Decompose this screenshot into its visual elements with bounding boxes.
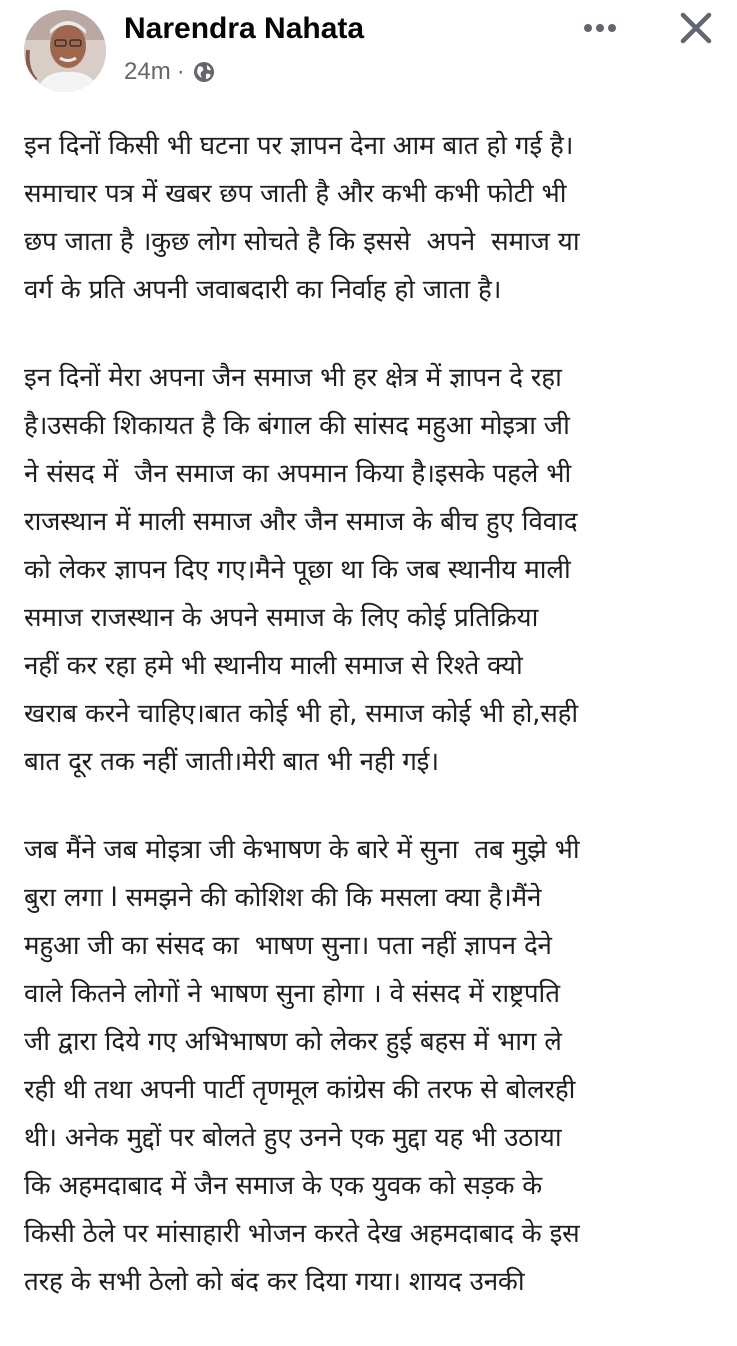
author-name[interactable]: Narendra Nahata — [124, 12, 365, 45]
post-header — [0, 0, 737, 100]
close-icon[interactable] — [676, 8, 716, 48]
more-options-icon[interactable] — [580, 16, 620, 40]
post-paragraph: जब मैंने जब मोइत्रा जी केभाषण के बारे में सुना तब मुझे भी बुरा लगा l समझने की कोशिश की कि मसला क्या है।मैंने महुआ जी का संसद का भाषण सुना। पता नहीं ज्ञापन देने वाले कितने लोगों ने भाषण सुना होगा । वे संसद में राष्ट्रपति जी द्वारा दिये गए अभिभाषण को लेकर हुई बहस में भाग ले रही थी तथा अपनी पार्टी तृणमूल कांग्रेस की तरफ से बोलरही थी। अनेक मुद्दों पर बोलते हुए उनने एक मुद्दा यह भी उठाया कि अहमदाबाद में जैन समाज के एक युवक को सड़क के किसी ठेले पर मांसाहारी भोजन करते देख अहमदाबाद के इस तरह के सभी ठेलो को बंद कर दिया गया। शायद उनकी — [24, 835, 580, 1297]
globe-icon[interactable] — [192, 60, 216, 84]
post-meta — [124, 57, 216, 87]
post-paragraph: इन दिनों किसी भी घटना पर ज्ञापन देना आम बात हो गई है। समाचार पत्र में खबर छप जाती है और कभी कभी फोटी भी छप जाता है ।कुछ लोग सोचते है कि इससे अपने समाज या वर्ग के प्रति अपनी जवाबदारी का निर्वाह हो जाता है। — [24, 131, 580, 305]
post-paragraph: इन दिनों मेरा अपना जैन समाज भी हर क्षेत्र में ज्ञापन दे रहा है।उसकी शिकायत है कि बंगाल की सांसद महुआ मोइत्रा जी ने संसद में जैन समाज का अपमान किया है।इसके पहले भी राजस्थान में माली समाज और जैन समाज के बीच हुए विवाद को लेकर ज्ञापन दिए गए।मैने पूछा था कि जब स्थानीय माली समाज राजस्थान के अपने समाज के लिए कोई प्रतिक्रिया नहीं कर रहा हमे भी स्थानीय माली समाज से रिश्ते क्यो खराब करने चाहिए।बात कोई भी हो, समाज कोई भी हो,सही बात दूर तक नहीं जाती।मेरी बात भी नही गई। — [24, 363, 578, 777]
meta-separator: · — [176, 58, 185, 85]
post-body — [24, 122, 718, 1346]
post-timestamp[interactable]: 24m — [124, 58, 171, 85]
avatar[interactable] — [24, 10, 106, 92]
